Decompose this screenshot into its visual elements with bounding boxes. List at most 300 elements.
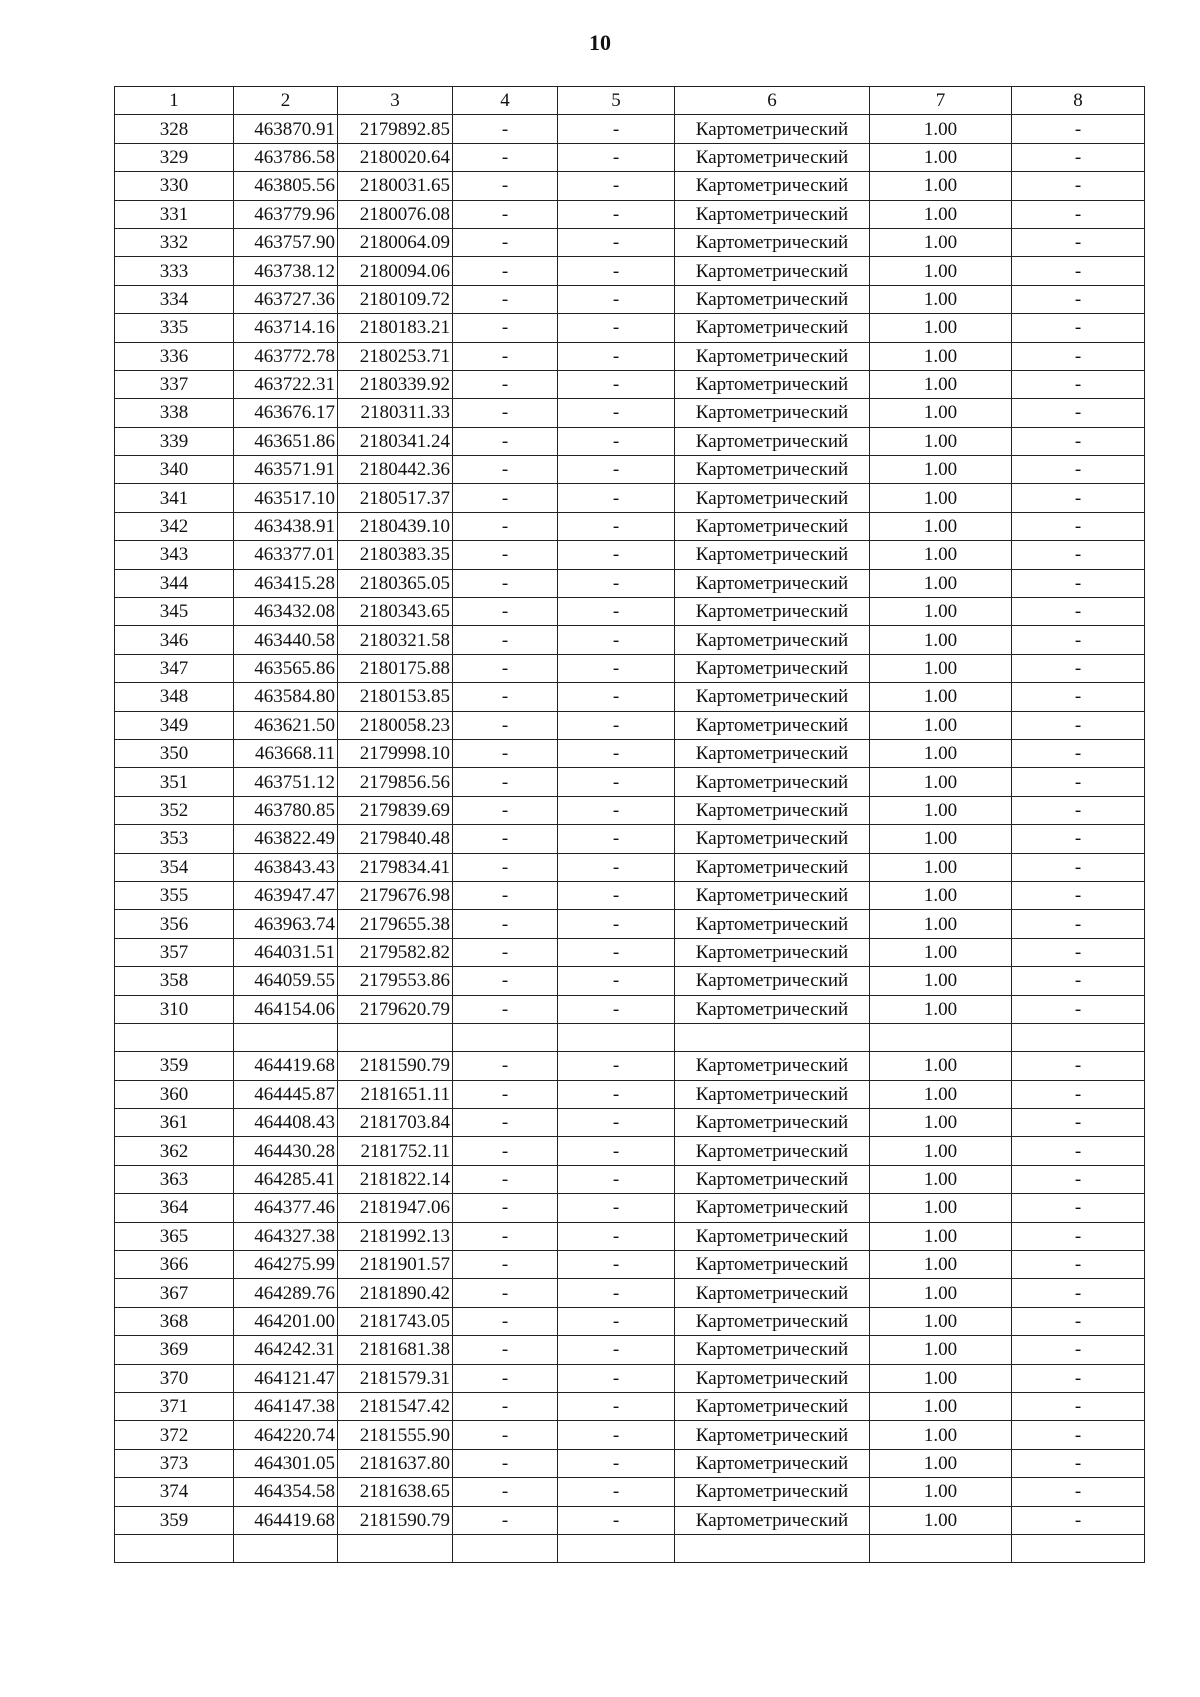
col-5-value-cell: -	[558, 938, 675, 966]
x-coordinate-cell: 464201.00	[234, 1307, 338, 1335]
method-cell: Картометрический	[675, 626, 870, 654]
accuracy-cell: 1.00	[870, 768, 1012, 796]
col-5-value-cell: -	[558, 881, 675, 909]
col-5-value-cell: -	[558, 285, 675, 313]
x-coordinate-cell: 463676.17	[234, 399, 338, 427]
col-4-value-cell: -	[453, 172, 558, 200]
table-row	[115, 711, 1145, 739]
method-cell: Картометрический	[675, 1137, 870, 1165]
col-5-value-cell: -	[558, 512, 675, 540]
accuracy-cell: 1.00	[870, 1506, 1012, 1534]
point-number-cell: 339	[115, 427, 234, 455]
col-8-value-cell: -	[1012, 1251, 1145, 1279]
accuracy-cell: 1.00	[870, 257, 1012, 285]
table-row	[115, 200, 1145, 228]
table-row	[115, 1336, 1145, 1364]
table-row	[115, 739, 1145, 767]
col-8-value-cell: -	[1012, 626, 1145, 654]
point-number-cell: 310	[115, 995, 234, 1023]
method-cell: Картометрический	[675, 1478, 870, 1506]
method-cell: Картометрический	[675, 143, 870, 171]
col-8-value-cell	[1012, 1534, 1145, 1562]
y-coordinate-cell: 2180064.09	[338, 228, 453, 256]
point-number-cell: 368	[115, 1307, 234, 1335]
accuracy-cell	[870, 1023, 1012, 1051]
col-4-value-cell: -	[453, 825, 558, 853]
table-row	[115, 456, 1145, 484]
col-4-value-cell: -	[453, 796, 558, 824]
x-coordinate-cell: 464154.06	[234, 995, 338, 1023]
point-number-cell: 366	[115, 1251, 234, 1279]
y-coordinate-cell: 2180439.10	[338, 512, 453, 540]
col-5-value-cell: -	[558, 654, 675, 682]
col-4-value-cell: -	[453, 881, 558, 909]
column-header-8: 8	[1012, 87, 1145, 115]
point-number-cell: 338	[115, 399, 234, 427]
x-coordinate-cell: 463440.58	[234, 626, 338, 654]
point-number-cell: 344	[115, 569, 234, 597]
accuracy-cell: 1.00	[870, 796, 1012, 824]
col-5-value-cell: -	[558, 1194, 675, 1222]
accuracy-cell: 1.00	[870, 228, 1012, 256]
method-cell: Картометрический	[675, 1364, 870, 1392]
col-5-value-cell: -	[558, 796, 675, 824]
y-coordinate-cell: 2179840.48	[338, 825, 453, 853]
col-5-value-cell: -	[558, 1080, 675, 1108]
column-header-5: 5	[558, 87, 675, 115]
col-8-value-cell: -	[1012, 541, 1145, 569]
method-cell: Картометрический	[675, 1392, 870, 1420]
y-coordinate-cell: 2179834.41	[338, 853, 453, 881]
method-cell: Картометрический	[675, 1279, 870, 1307]
x-coordinate-cell: 463780.85	[234, 796, 338, 824]
col-5-value-cell: -	[558, 342, 675, 370]
point-number-cell: 350	[115, 739, 234, 767]
accuracy-cell: 1.00	[870, 1052, 1012, 1080]
y-coordinate-cell: 2181752.11	[338, 1137, 453, 1165]
col-8-value-cell: -	[1012, 739, 1145, 767]
x-coordinate-cell: 464289.76	[234, 1279, 338, 1307]
point-number-cell: 328	[115, 115, 234, 143]
col-4-value-cell: -	[453, 456, 558, 484]
point-number-cell: 372	[115, 1421, 234, 1449]
table-row	[115, 1109, 1145, 1137]
y-coordinate-cell: 2179553.86	[338, 967, 453, 995]
accuracy-cell: 1.00	[870, 853, 1012, 881]
accuracy-cell: 1.00	[870, 569, 1012, 597]
col-4-value-cell: -	[453, 399, 558, 427]
accuracy-cell: 1.00	[870, 399, 1012, 427]
col-4-value-cell: -	[453, 1137, 558, 1165]
x-coordinate-cell: 464301.05	[234, 1449, 338, 1477]
col-8-value-cell: -	[1012, 115, 1145, 143]
point-number-cell: 351	[115, 768, 234, 796]
accuracy-cell: 1.00	[870, 427, 1012, 455]
col-4-value-cell: -	[453, 1251, 558, 1279]
point-number-cell: 370	[115, 1364, 234, 1392]
col-4-value-cell: -	[453, 1165, 558, 1193]
point-number-cell: 359	[115, 1506, 234, 1534]
table-body	[115, 115, 1145, 1563]
accuracy-cell: 1.00	[870, 1392, 1012, 1420]
col-4-value-cell: -	[453, 1478, 558, 1506]
y-coordinate-cell	[338, 1023, 453, 1051]
col-5-value-cell: -	[558, 200, 675, 228]
col-5-value-cell: -	[558, 825, 675, 853]
method-cell: Картометрический	[675, 768, 870, 796]
col-8-value-cell: -	[1012, 853, 1145, 881]
x-coordinate-cell: 463722.31	[234, 370, 338, 398]
x-coordinate-cell: 464220.74	[234, 1421, 338, 1449]
point-number-cell	[115, 1534, 234, 1562]
accuracy-cell: 1.00	[870, 1478, 1012, 1506]
x-coordinate-cell: 463963.74	[234, 910, 338, 938]
y-coordinate-cell: 2181590.79	[338, 1052, 453, 1080]
table-row	[115, 484, 1145, 512]
table-row	[115, 910, 1145, 938]
x-coordinate-cell: 463757.90	[234, 228, 338, 256]
y-coordinate-cell: 2179620.79	[338, 995, 453, 1023]
col-4-value-cell: -	[453, 1421, 558, 1449]
col-8-value-cell: -	[1012, 143, 1145, 171]
table-row	[115, 881, 1145, 909]
table-row	[115, 825, 1145, 853]
point-number-cell: 340	[115, 456, 234, 484]
x-coordinate-cell: 463621.50	[234, 711, 338, 739]
point-number-cell: 333	[115, 257, 234, 285]
col-8-value-cell: -	[1012, 1137, 1145, 1165]
col-5-value-cell: -	[558, 115, 675, 143]
col-5-value-cell: -	[558, 541, 675, 569]
col-5-value-cell: -	[558, 768, 675, 796]
table-row	[115, 1165, 1145, 1193]
y-coordinate-cell: 2180339.92	[338, 370, 453, 398]
col-4-value-cell: -	[453, 1222, 558, 1250]
col-8-value-cell: -	[1012, 1052, 1145, 1080]
method-cell	[675, 1534, 870, 1562]
col-4-value-cell: -	[453, 654, 558, 682]
col-5-value-cell: -	[558, 1251, 675, 1279]
y-coordinate-cell: 2181703.84	[338, 1109, 453, 1137]
point-number-cell: 332	[115, 228, 234, 256]
point-number-cell: 335	[115, 314, 234, 342]
col-4-value-cell: -	[453, 1052, 558, 1080]
accuracy-cell: 1.00	[870, 1307, 1012, 1335]
y-coordinate-cell: 2181743.05	[338, 1307, 453, 1335]
y-coordinate-cell: 2181590.79	[338, 1506, 453, 1534]
method-cell: Картометрический	[675, 172, 870, 200]
point-number-cell: 369	[115, 1336, 234, 1364]
y-coordinate-cell: 2180311.33	[338, 399, 453, 427]
col-4-value-cell: -	[453, 1449, 558, 1477]
table-row	[115, 1421, 1145, 1449]
col-5-value-cell: -	[558, 626, 675, 654]
method-cell: Картометрический	[675, 1194, 870, 1222]
x-coordinate-cell: 464147.38	[234, 1392, 338, 1420]
col-8-value-cell: -	[1012, 370, 1145, 398]
x-coordinate-cell: 464430.28	[234, 1137, 338, 1165]
col-4-value-cell: -	[453, 228, 558, 256]
accuracy-cell: 1.00	[870, 938, 1012, 966]
col-4-value-cell: -	[453, 626, 558, 654]
col-8-value-cell: -	[1012, 995, 1145, 1023]
y-coordinate-cell: 2180153.85	[338, 683, 453, 711]
method-cell: Картометрический	[675, 427, 870, 455]
method-cell: Картометрический	[675, 654, 870, 682]
point-number-cell: 364	[115, 1194, 234, 1222]
table-row	[115, 257, 1145, 285]
point-number-cell: 345	[115, 598, 234, 626]
table-row	[115, 1194, 1145, 1222]
table-row	[115, 285, 1145, 313]
x-coordinate-cell: 463822.49	[234, 825, 338, 853]
table-row	[115, 342, 1145, 370]
table-row	[115, 1534, 1145, 1562]
col-8-value-cell: -	[1012, 1080, 1145, 1108]
accuracy-cell: 1.00	[870, 1165, 1012, 1193]
col-4-value-cell: -	[453, 1392, 558, 1420]
col-5-value-cell: -	[558, 399, 675, 427]
table-row	[115, 427, 1145, 455]
col-8-value-cell: -	[1012, 1165, 1145, 1193]
x-coordinate-cell: 464445.87	[234, 1080, 338, 1108]
y-coordinate-cell	[338, 1534, 453, 1562]
col-4-value-cell: -	[453, 910, 558, 938]
table-row	[115, 654, 1145, 682]
col-5-value-cell: -	[558, 314, 675, 342]
y-coordinate-cell: 2181901.57	[338, 1251, 453, 1279]
col-4-value-cell: -	[453, 683, 558, 711]
table-row	[115, 541, 1145, 569]
col-5-value-cell: -	[558, 739, 675, 767]
y-coordinate-cell: 2180365.05	[338, 569, 453, 597]
table-row	[115, 1364, 1145, 1392]
x-coordinate-cell: 464121.47	[234, 1364, 338, 1392]
col-8-value-cell: -	[1012, 342, 1145, 370]
y-coordinate-cell: 2179998.10	[338, 739, 453, 767]
point-number-cell: 348	[115, 683, 234, 711]
col-8-value-cell: -	[1012, 1194, 1145, 1222]
method-cell: Картометрический	[675, 1080, 870, 1108]
y-coordinate-cell: 2179839.69	[338, 796, 453, 824]
col-4-value-cell: -	[453, 1279, 558, 1307]
table-row	[115, 626, 1145, 654]
table-row	[115, 370, 1145, 398]
point-number-cell: 334	[115, 285, 234, 313]
method-cell: Картометрический	[675, 399, 870, 427]
col-8-value-cell: -	[1012, 825, 1145, 853]
point-number-cell: 363	[115, 1165, 234, 1193]
col-4-value-cell: -	[453, 938, 558, 966]
accuracy-cell: 1.00	[870, 1449, 1012, 1477]
col-4-value-cell: -	[453, 1336, 558, 1364]
point-number-cell: 353	[115, 825, 234, 853]
col-8-value-cell: -	[1012, 172, 1145, 200]
method-cell: Картометрический	[675, 342, 870, 370]
col-8-value-cell: -	[1012, 228, 1145, 256]
accuracy-cell: 1.00	[870, 1421, 1012, 1449]
x-coordinate-cell: 463843.43	[234, 853, 338, 881]
col-8-value-cell: -	[1012, 200, 1145, 228]
col-5-value-cell: -	[558, 1478, 675, 1506]
y-coordinate-cell: 2180517.37	[338, 484, 453, 512]
col-8-value-cell: -	[1012, 1392, 1145, 1420]
method-cell: Картометрический	[675, 1506, 870, 1534]
col-8-value-cell: -	[1012, 938, 1145, 966]
y-coordinate-cell: 2179676.98	[338, 881, 453, 909]
col-8-value-cell: -	[1012, 1421, 1145, 1449]
x-coordinate-cell	[234, 1023, 338, 1051]
x-coordinate-cell: 463432.08	[234, 598, 338, 626]
x-coordinate-cell: 463779.96	[234, 200, 338, 228]
x-coordinate-cell: 463786.58	[234, 143, 338, 171]
method-cell: Картометрический	[675, 1165, 870, 1193]
accuracy-cell: 1.00	[870, 881, 1012, 909]
col-5-value-cell: -	[558, 1392, 675, 1420]
point-number-cell: 362	[115, 1137, 234, 1165]
method-cell: Картометрический	[675, 1222, 870, 1250]
col-8-value-cell: -	[1012, 796, 1145, 824]
method-cell: Картометрический	[675, 541, 870, 569]
table-row	[115, 172, 1145, 200]
accuracy-cell: 1.00	[870, 370, 1012, 398]
y-coordinate-cell: 2179582.82	[338, 938, 453, 966]
col-5-value-cell: -	[558, 1222, 675, 1250]
col-4-value-cell: -	[453, 853, 558, 881]
x-coordinate-cell: 464408.43	[234, 1109, 338, 1137]
column-header-6: 6	[675, 87, 870, 115]
col-5-value-cell: -	[558, 1137, 675, 1165]
col-4-value-cell: -	[453, 1080, 558, 1108]
y-coordinate-cell: 2179856.56	[338, 768, 453, 796]
column-header-3: 3	[338, 87, 453, 115]
method-cell: Картометрический	[675, 370, 870, 398]
accuracy-cell: 1.00	[870, 342, 1012, 370]
method-cell: Картометрический	[675, 825, 870, 853]
table-row	[115, 1222, 1145, 1250]
x-coordinate-cell: 463565.86	[234, 654, 338, 682]
method-cell: Картометрический	[675, 910, 870, 938]
accuracy-cell: 1.00	[870, 1109, 1012, 1137]
col-8-value-cell: -	[1012, 1478, 1145, 1506]
method-cell: Картометрический	[675, 456, 870, 484]
y-coordinate-cell: 2180343.65	[338, 598, 453, 626]
y-coordinate-cell: 2180341.24	[338, 427, 453, 455]
x-coordinate-cell: 463805.56	[234, 172, 338, 200]
accuracy-cell: 1.00	[870, 484, 1012, 512]
col-8-value-cell: -	[1012, 456, 1145, 484]
table-header-row	[115, 87, 1145, 115]
col-8-value-cell: -	[1012, 1336, 1145, 1364]
accuracy-cell: 1.00	[870, 910, 1012, 938]
col-4-value-cell: -	[453, 967, 558, 995]
method-cell: Картометрический	[675, 1307, 870, 1335]
col-4-value-cell: -	[453, 200, 558, 228]
x-coordinate-cell: 464059.55	[234, 967, 338, 995]
method-cell: Картометрический	[675, 995, 870, 1023]
col-5-value-cell: -	[558, 1449, 675, 1477]
coordinates-table	[114, 86, 1145, 1563]
table-row	[115, 967, 1145, 995]
table-row	[115, 853, 1145, 881]
y-coordinate-cell: 2181681.38	[338, 1336, 453, 1364]
method-cell: Картометрический	[675, 1109, 870, 1137]
point-number-cell: 355	[115, 881, 234, 909]
col-8-value-cell: -	[1012, 881, 1145, 909]
point-number-cell: 337	[115, 370, 234, 398]
method-cell: Картометрический	[675, 598, 870, 626]
method-cell: Картометрический	[675, 796, 870, 824]
col-4-value-cell: -	[453, 257, 558, 285]
col-4-value-cell: -	[453, 1109, 558, 1137]
col-5-value-cell: -	[558, 1336, 675, 1364]
y-coordinate-cell: 2181579.31	[338, 1364, 453, 1392]
point-number-cell: 341	[115, 484, 234, 512]
col-8-value-cell: -	[1012, 257, 1145, 285]
col-4-value-cell: -	[453, 739, 558, 767]
method-cell: Картометрический	[675, 711, 870, 739]
point-number-cell: 330	[115, 172, 234, 200]
point-number-cell: 347	[115, 654, 234, 682]
point-number-cell: 358	[115, 967, 234, 995]
col-5-value-cell: -	[558, 1052, 675, 1080]
x-coordinate-cell	[234, 1534, 338, 1562]
col-8-value-cell: -	[1012, 1449, 1145, 1477]
col-8-value-cell: -	[1012, 285, 1145, 313]
accuracy-cell: 1.00	[870, 456, 1012, 484]
table-row	[115, 598, 1145, 626]
point-number-cell: 352	[115, 796, 234, 824]
method-cell: Картометрический	[675, 853, 870, 881]
col-4-value-cell: -	[453, 541, 558, 569]
method-cell: Картометрический	[675, 285, 870, 313]
method-cell: Картометрический	[675, 1449, 870, 1477]
col-5-value-cell: -	[558, 1421, 675, 1449]
col-4-value-cell: -	[453, 1194, 558, 1222]
y-coordinate-cell: 2179892.85	[338, 115, 453, 143]
x-coordinate-cell: 463651.86	[234, 427, 338, 455]
col-5-value-cell: -	[558, 257, 675, 285]
col-5-value-cell: -	[558, 370, 675, 398]
table-row	[115, 1080, 1145, 1108]
col-5-value-cell: -	[558, 995, 675, 1023]
x-coordinate-cell: 463772.78	[234, 342, 338, 370]
col-4-value-cell: -	[453, 427, 558, 455]
point-number-cell: 342	[115, 512, 234, 540]
accuracy-cell: 1.00	[870, 654, 1012, 682]
col-4-value-cell	[453, 1023, 558, 1051]
point-number-cell: 356	[115, 910, 234, 938]
x-coordinate-cell: 463714.16	[234, 314, 338, 342]
col-5-value-cell: -	[558, 228, 675, 256]
table-row	[115, 1506, 1145, 1534]
x-coordinate-cell: 463415.28	[234, 569, 338, 597]
method-cell: Картометрический	[675, 115, 870, 143]
accuracy-cell: 1.00	[870, 995, 1012, 1023]
col-5-value-cell: -	[558, 1279, 675, 1307]
col-8-value-cell: -	[1012, 569, 1145, 597]
accuracy-cell: 1.00	[870, 1080, 1012, 1108]
table-row	[115, 314, 1145, 342]
y-coordinate-cell: 2180058.23	[338, 711, 453, 739]
col-4-value-cell: -	[453, 598, 558, 626]
x-coordinate-cell: 463377.01	[234, 541, 338, 569]
x-coordinate-cell: 463668.11	[234, 739, 338, 767]
accuracy-cell: 1.00	[870, 314, 1012, 342]
method-cell	[675, 1023, 870, 1051]
point-number-cell: 343	[115, 541, 234, 569]
col-4-value-cell: -	[453, 314, 558, 342]
